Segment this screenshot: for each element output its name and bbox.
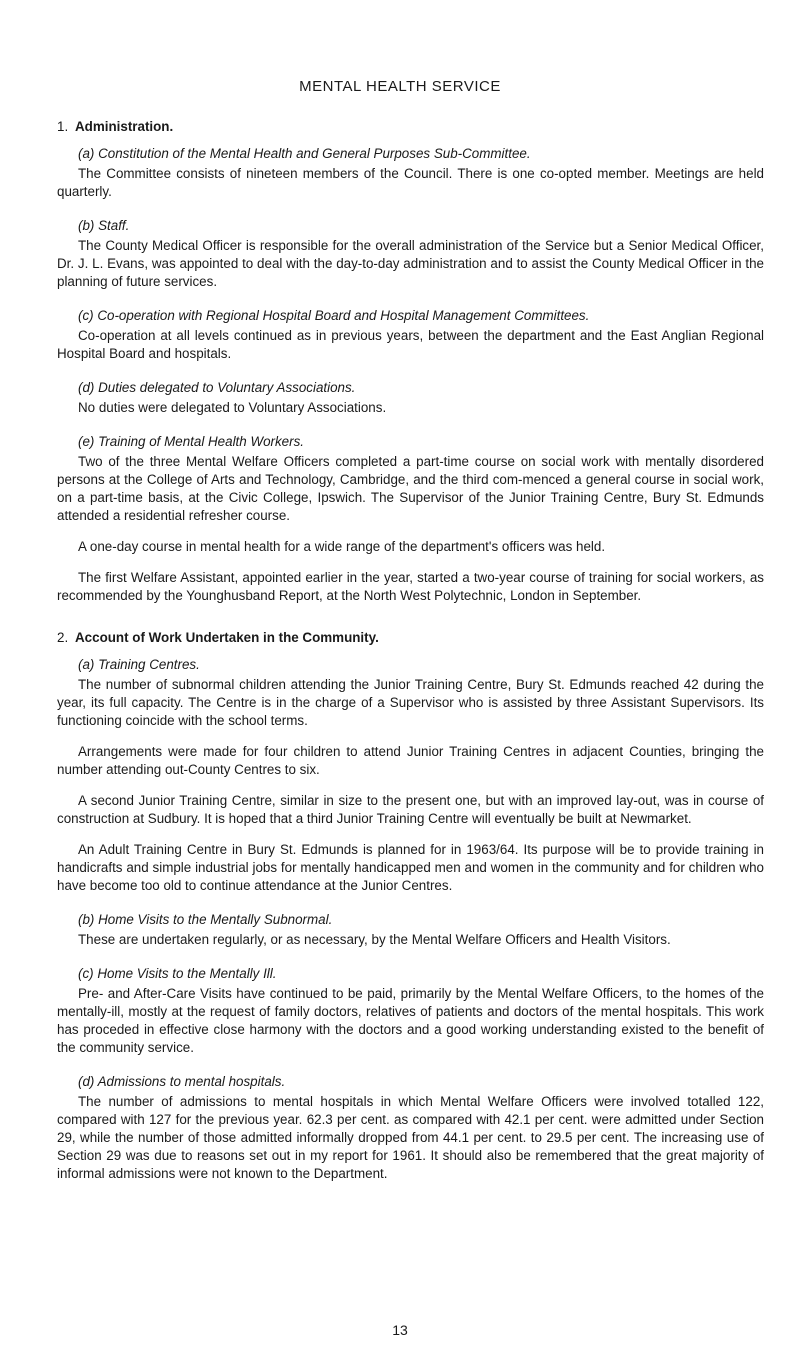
paragraph: A one-day course in mental health for a wide range of the department's officers was held. xyxy=(78,539,606,554)
section-title: Account of Work Undertaken in the Community. xyxy=(75,630,379,645)
subsection-title xyxy=(78,307,764,325)
subsection-title xyxy=(78,1073,764,1091)
document-body xyxy=(57,118,764,1196)
paragraph: The number of subnormal children attending the Junior Training Centre, Bury St. Edmunds reached 42 during the year, its full capacity. The Centre is in the charge of a Supervisor who is assisted by three Assistant Supervisors. Its functioning coincide with the school terms. xyxy=(57,677,764,728)
paragraph: An Adult Training Centre in Bury St. Edmunds is planned for in 1963/64. Its purpose will be to provide training in handicrafts and simple industrial jobs for mentally handicapped men and women in the community and for children who have become too old to continue attendance at the Junior Centres. xyxy=(57,842,764,893)
paragraph: Arrangements were made for four children to attend Junior Training Centres in adjacent Counties, bringing the number attending out-County Centres to six. xyxy=(57,744,764,777)
section-number: 2. xyxy=(57,630,69,645)
paragraph: The first Welfare Assistant, appointed earlier in the year, started a two-year course of training for social workers, as recommended by the Younghusband Report, at the North West Polytechnic, London in September. xyxy=(57,570,764,603)
paragraph: A second Junior Training Centre, similar in size to the present one, but with an improved lay-out, was in course of construction at Sudbury. It is hoped that a third Junior Training Centre will eventually be built at Newmarket. xyxy=(57,793,764,826)
subsection-letter: (d) xyxy=(78,380,95,395)
page-number: 13 xyxy=(392,1322,408,1338)
subsection-title-text: Training of Mental Health Workers. xyxy=(98,434,305,449)
paragraph: Two of the three Mental Welfare Officers completed a part-time course on social work with mentally disordered persons at the College of Arts and Technology, Cambridge, and the third com-menced a general course in social work, on a part-time basis, at the Civic College, Ipswich. The Supervisor of the Junior Training Centre, Bury St. Edmunds attended a residential refresher course. xyxy=(57,454,764,523)
subsection-letter: (a) xyxy=(78,146,95,161)
subsection-title-text: Co-operation with Regional Hospital Board and Hospital Management Committees. xyxy=(97,308,590,323)
paragraph: Co-operation at all levels continued as in previous years, between the department and the East Anglian Regional Hospital Board and hospitals. xyxy=(57,328,764,361)
section-number: 1. xyxy=(57,119,69,134)
subsection-letter: (c) xyxy=(78,966,94,981)
paragraph: The Committee consists of nineteen members of the Council. There is one co-opted member. Meetings are held quarterly. xyxy=(57,166,764,199)
subsection-letter: (e) xyxy=(78,434,95,449)
subsection-title xyxy=(78,217,764,235)
section-heading xyxy=(57,118,764,136)
subsection-title-text: Staff. xyxy=(98,218,130,233)
subsection-letter: (b) xyxy=(78,912,95,927)
subsection-letter: (a) xyxy=(78,657,95,672)
section-title: Administration. xyxy=(75,119,174,134)
paragraph: The number of admissions to mental hospitals in which Mental Welfare Officers were involved totalled 122, compared with 127 for the previous year. 62.3 per cent. as compared with 42.1 per cent. were admitted under Section 29, while the number of those admitted informally dropped from 44.1 per cent. to 29.5 per cent. The increasing use of Section 29 was due to reasons set out in my report for 1961. It should also be remembered that the great majority of informal admissions were not known to the Department. xyxy=(57,1094,764,1181)
subsection-letter: (b) xyxy=(78,218,95,233)
paragraph: The County Medical Officer is responsible for the overall administration of the Service but a Senior Medical Officer, Dr. J. L. Evans, was appointed to deal with the day-to-day administration and to assist the County Medical Officer in the planning of future services. xyxy=(57,238,764,289)
subsection-letter: (d) xyxy=(78,1074,95,1089)
subsection-title-text: Home Visits to the Mentally Subnormal. xyxy=(98,912,333,927)
subsection-title xyxy=(78,911,764,929)
subsection-title xyxy=(78,965,764,983)
subsection-title-text: Duties delegated to Voluntary Associations. xyxy=(98,380,356,395)
subsection-title xyxy=(78,656,764,674)
subsection-title-text: Admissions to mental hospitals. xyxy=(97,1074,286,1089)
subsection-title-text: Home Visits to the Mentally Ill. xyxy=(97,966,277,981)
paragraph: These are undertaken regularly, or as necessary, by the Mental Welfare Officers and Health Visitors. xyxy=(78,932,671,947)
subsection-title-text: Training Centres. xyxy=(98,657,200,672)
subsection-title xyxy=(78,145,764,163)
paragraph: Pre- and After-Care Visits have continued to be paid, primarily by the Mental Welfare Officers, to the homes of the mentally-ill, mostly at the request of family doctors, relatives of patients and doctors of the mental hospitals. This work has proceded in effective close harmony with the doctors and a good working understanding existed to the benefit of the community service. xyxy=(57,986,764,1055)
subsection-title xyxy=(78,433,764,451)
subsection-letter: (c) xyxy=(78,308,94,323)
page-title: MENTAL HEALTH SERVICE xyxy=(299,78,501,95)
subsection-title xyxy=(78,379,764,397)
subsection-title-text: Constitution of the Mental Health and General Purposes Sub-Committee. xyxy=(98,146,531,161)
paragraph: No duties were delegated to Voluntary Associations. xyxy=(78,400,387,415)
section-heading xyxy=(57,629,764,647)
